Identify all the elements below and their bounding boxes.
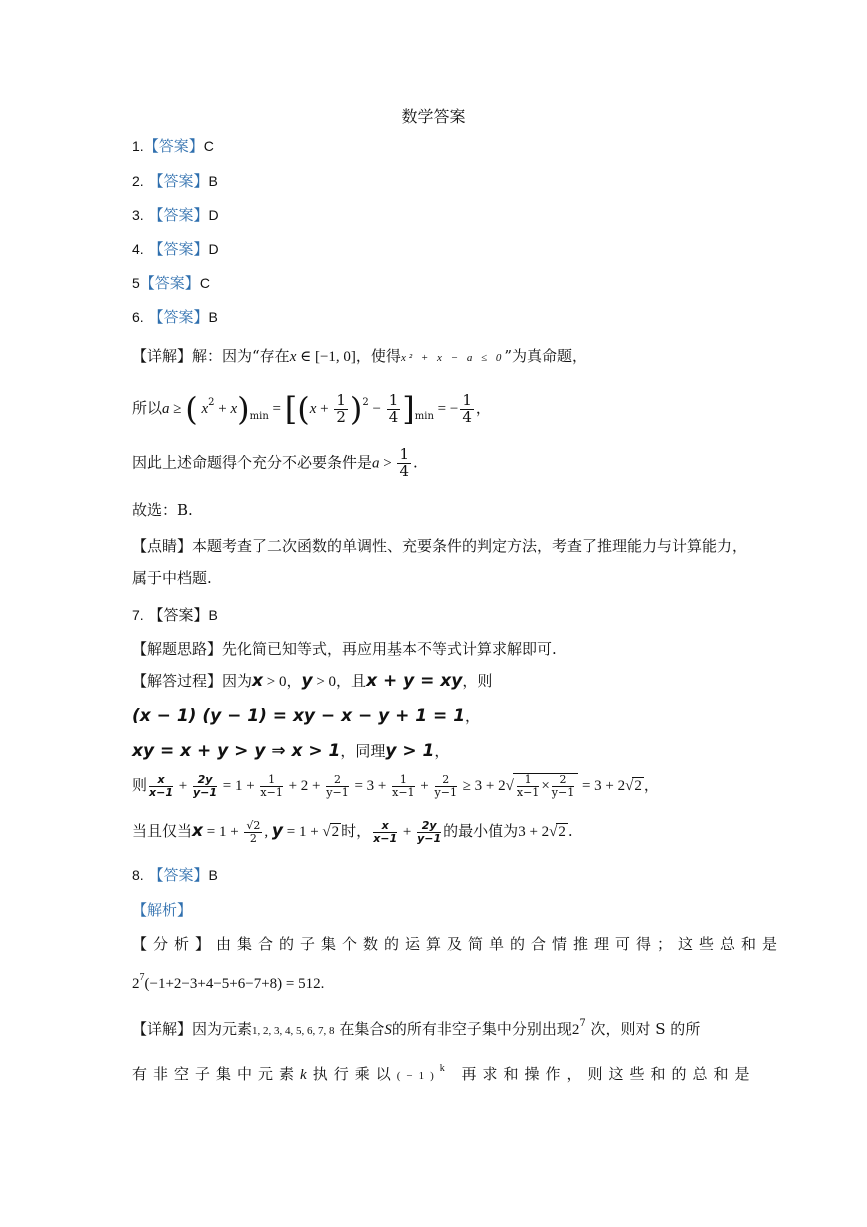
answer-choice: B [208, 173, 218, 189]
analysis-tag: 【解析】 [132, 901, 193, 919]
answer-line-5: 5【答案】C [132, 274, 210, 292]
answer-choice: D [208, 241, 219, 257]
answer-line-1: 1.【答案】C [132, 137, 214, 155]
answer-tag: 【答案】 [148, 206, 209, 224]
answer-line-2: 2. 【答案】B [132, 172, 218, 190]
answer-tag: 【答案】 [148, 866, 209, 884]
answer-choice: D [208, 207, 219, 223]
answer-line-3: 3. 【答案】D [132, 206, 219, 224]
answer-choice: C [199, 275, 210, 291]
q6-select-line: 故选：B. [132, 501, 193, 519]
q8-detail-line: 【详解】因为元素1, 2, 3, 4, 5, 6, 7, 8 在集合S的所有非空子集中分别出现$2^7$ 次，则对 S 的所 [132, 1018, 701, 1038]
comment-tag: 【点睛】 [132, 537, 193, 555]
q7-process-line: 【解答过程】因为x > 0，y > 0，且x + y = xy，则 [132, 671, 493, 691]
q6-comment-line: 【点睛】本题考查了二次函数的单调性、充要条件的判定方法，考查了推理能力与计算能力， [132, 537, 748, 555]
q6-conclusion-line: 因此上述命题得个充分不必要条件是a > $\frac{1}{4}$ . [132, 445, 418, 480]
fenxi-tag: 【分析】 [132, 935, 217, 953]
q7-eq-line-2: xy = x + y > y ⇒ x > 1，同理y > 1， [132, 741, 450, 761]
q6-comment-cont: 属于中档题. [132, 569, 212, 587]
detail-tag: 【详解】 [132, 1020, 193, 1038]
q7-eq-line-4: 当且仅当x = 1 + $\frac{√2}{2}$ , y = 1 + √2 时， $\frac{x}{x-1}$ + $\frac{2y}{y-1}$ 的最小值为3 + 2√2 . [132, 819, 573, 845]
q6-formula-line: 所以a ≥ ( $x^2 + x)_{min} = [(x$ + $\frac{1}{2}$ )$^2$ − $\frac{1}{4}$ ]$_{min}$ = − $\frac{1}{4}$ ， [132, 390, 491, 428]
answer-tag: 【答案】 [143, 137, 204, 155]
page-title: 数学答案 [401, 107, 466, 126]
answer-tag: 【答案】 [148, 606, 209, 624]
q7-eq-line-3: 则 $\frac{x}{x-1}$ + $\frac{2y}{y-1}$ = 1 + $\frac{1}{x-1}$ + 2 + $\frac{2}{y-1}$ = 3 + $\frac{1}{x-1}$ + $\frac{2}{y-1}$ ≥ 3 + 2√ $\frac{1}{x-1}$ × $\frac{2}{y-1}$ = 3 + 2√2 ， [132, 773, 659, 799]
q8-formula-line: $2^7(-1+2-3+4-5+6-7+8) = 512$. [132, 972, 325, 992]
q6-detail-line: 【详解】解：因为“存在x ∈ [−1, 0]，使得x² + x − a ≤ 0”为真命题， [132, 347, 588, 365]
q8-detail-cont: 有非空子集中元素k执行乘以(−1)k 再求和操作，则这些和的总和是 [132, 1063, 756, 1083]
answer-line-8: 8. 【答案】B [132, 866, 218, 884]
answer-line-6: 6. 【答案】B [132, 308, 218, 326]
answer-choice: B [208, 867, 218, 883]
answer-choice: B [208, 607, 218, 623]
q7-idea-line: 【解题思路】先化简已知等式，再应用基本不等式计算求解即可. [132, 640, 557, 658]
answer-choice: B [208, 309, 218, 325]
answer-tag: 【答案】 [148, 308, 209, 326]
detail-tag: 【详解】 [132, 347, 193, 365]
answer-tag: 【答案】 [148, 240, 209, 258]
answer-tag: 【答案】 [139, 274, 200, 292]
answer-line-7: 7. 【答案】B [132, 606, 218, 624]
q8-fenxi-line: 【分析】由集合的子集个数的运算及简单的合情推理可得；这些总和是 [132, 935, 784, 953]
answer-tag: 【答案】 [148, 172, 209, 190]
idea-tag: 【解题思路】 [132, 640, 223, 658]
answer-line-4: 4. 【答案】D [132, 240, 219, 258]
process-tag: 【解答过程】 [132, 672, 223, 690]
q7-eq-line-1: (x − 1) (y − 1) = xy − x − y + 1 = 1， [132, 706, 481, 726]
answer-choice: C [203, 138, 214, 154]
